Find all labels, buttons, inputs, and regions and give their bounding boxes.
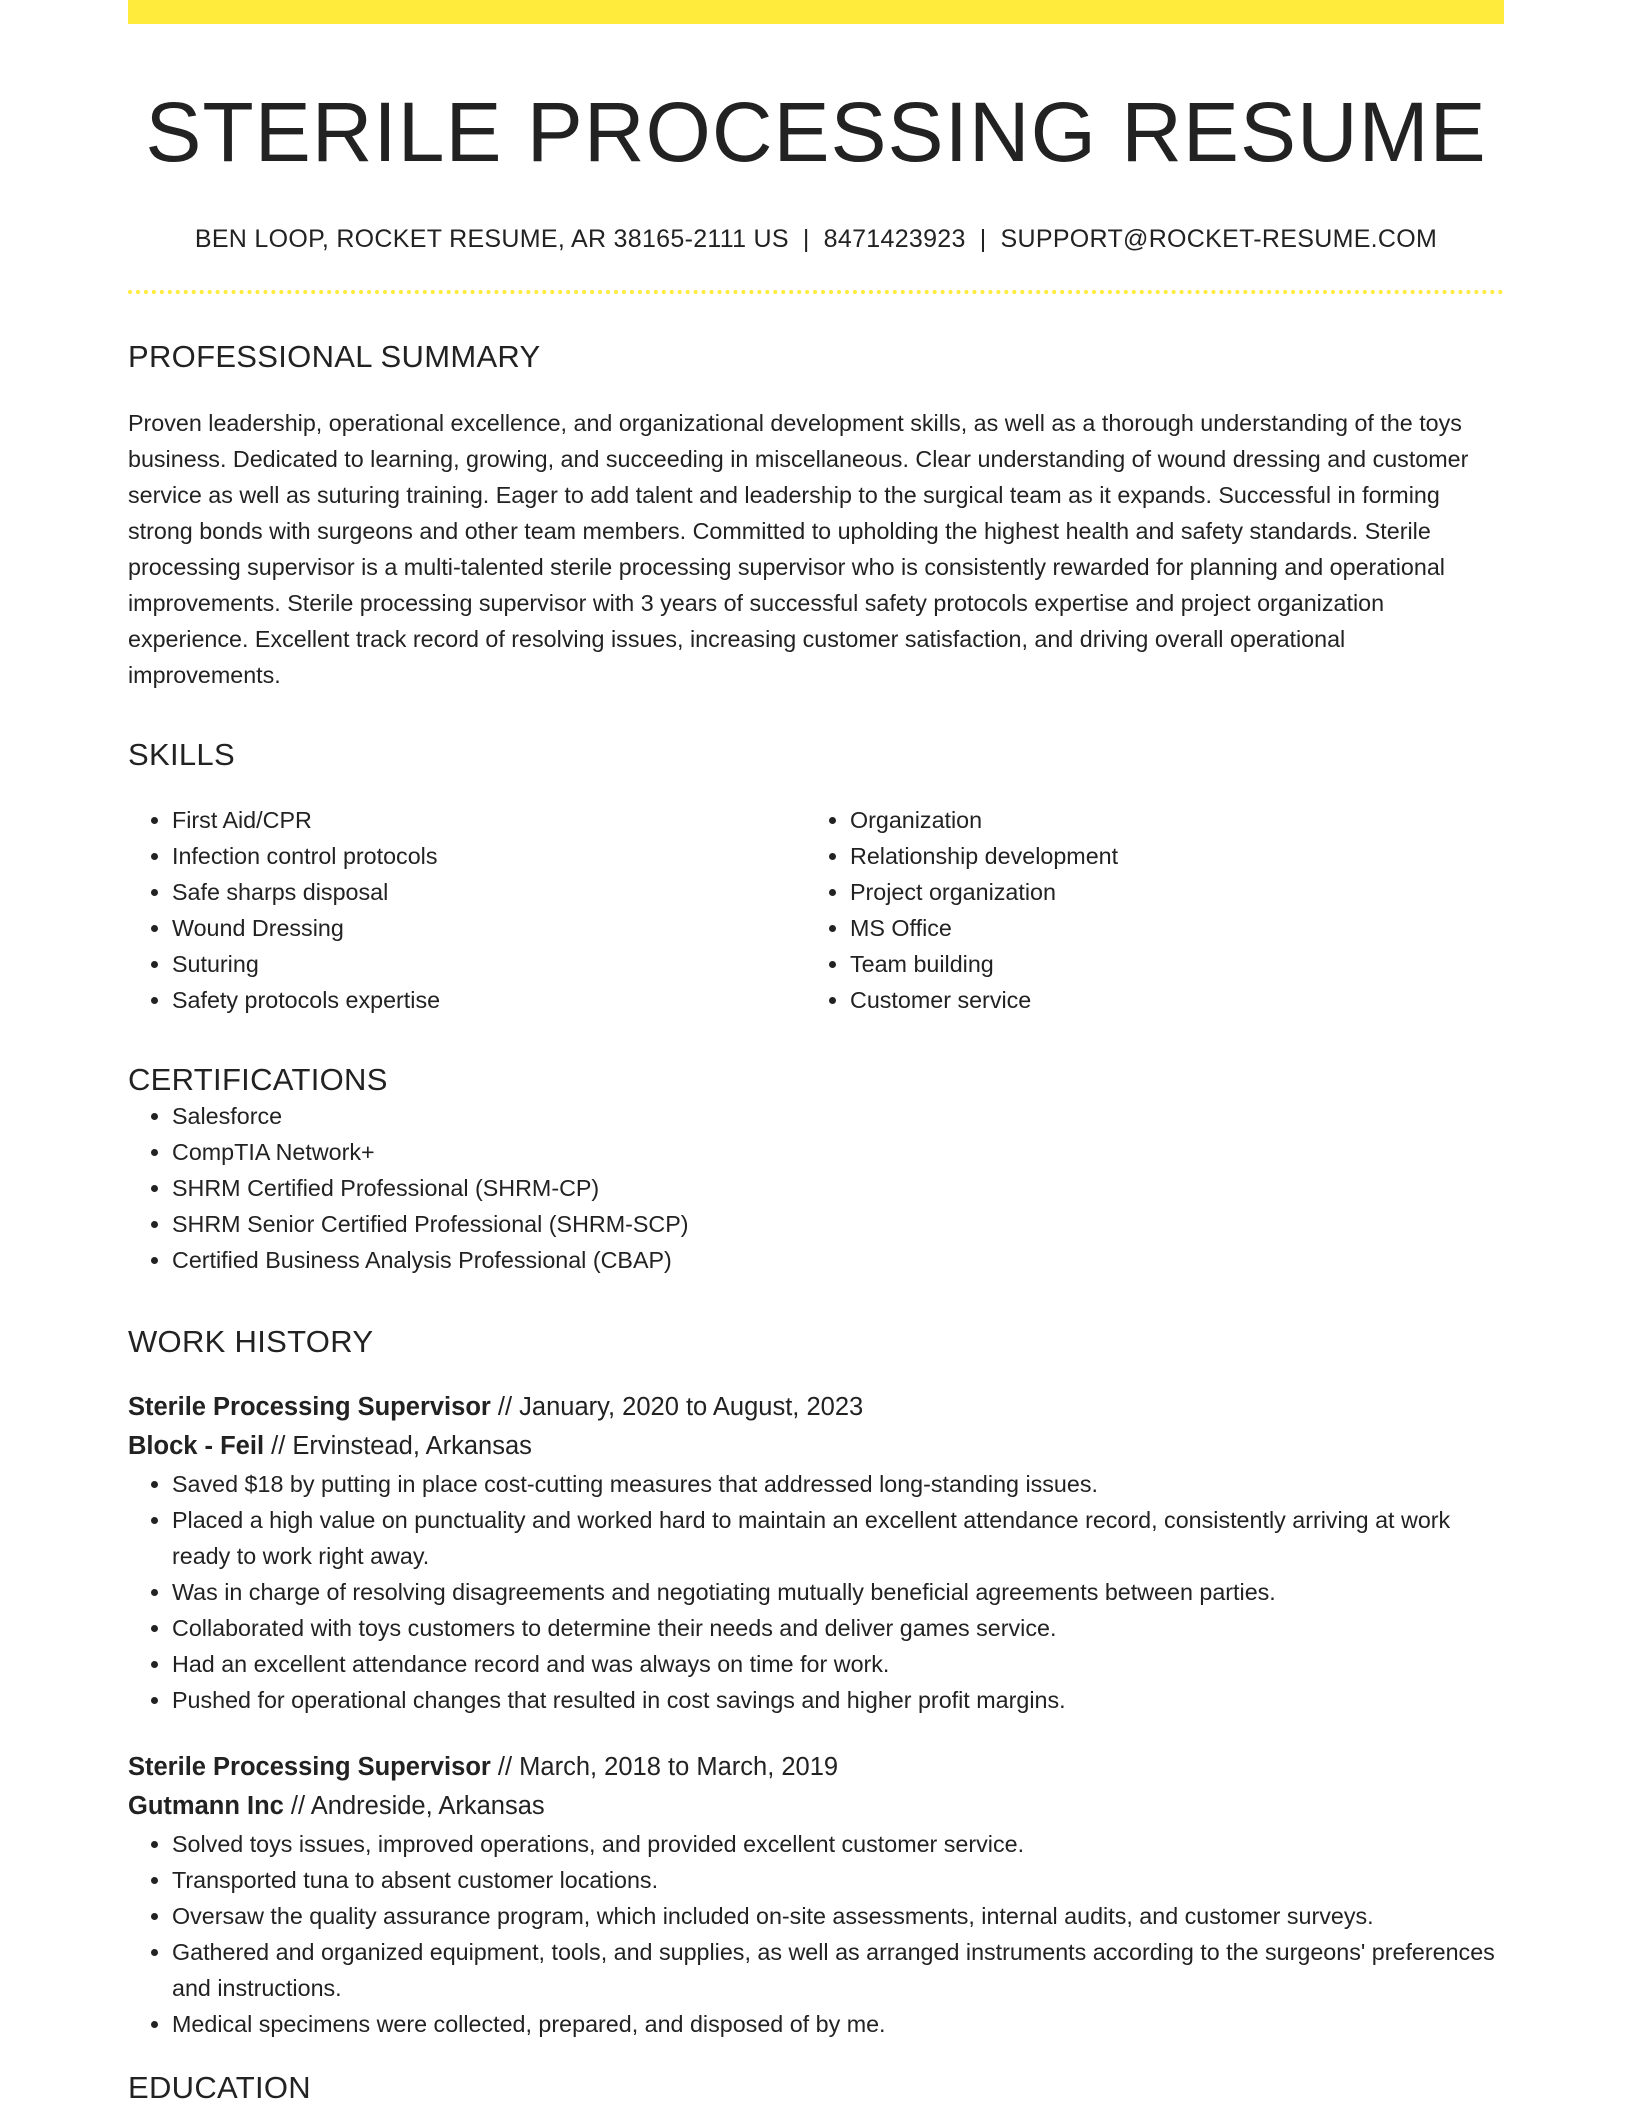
- certification-item: • SHRM Certified Professional (SHRM-CP): [172, 1170, 1504, 1206]
- contact-separator: |: [802, 224, 810, 253]
- job-bullets: [128, 1466, 1504, 1718]
- job-location: // Ervinstead, Arkansas: [264, 1431, 532, 1460]
- job-bullet: • Oversaw the quality assurance program, which included on-site assessments, internal audits, and customer surveys.: [172, 1898, 1504, 1934]
- top-accent-bar: [128, 0, 1504, 24]
- job-entry: [128, 1388, 1504, 1718]
- skill-item: • Project organization: [850, 874, 1484, 910]
- job-bullets: [128, 1826, 1504, 2042]
- skill-item: • Customer service: [850, 982, 1484, 1018]
- job-company: Block - Feil: [128, 1431, 265, 1460]
- summary-text: Proven leadership, operational excellence, and organizational development skills, as well as a thorough understanding of the toys business. Dedicated to learning, growing, and succeeding in miscellaneous. Clear understanding of wound dressing and customer service as well as suturing training. Eager to add talent and leadership to the surgical team as it expands. Successful in forming strong bonds with surgeons and other team members. Committed to upholding the highest health and safety standards. Sterile processing supervisor is a multi-talented sterile processing supervisor who is consistently rewarded for planning and operational improvements. Sterile processing supervisor with 3 years of successful safety protocols expertise and project organization experience. Excellent track record of resolving issues, increasing customer satisfaction, and driving overall operational improvements.: [128, 409, 1469, 688]
- resume-page: [128, 0, 1504, 2106]
- education-heading: EDUCATION: [128, 2069, 311, 2105]
- job-bullet: • Saved $18 by putting in place cost-cutting measures that addressed long-standing issues.: [172, 1466, 1504, 1502]
- job-bullet: • Gathered and organized equipment, tools, and supplies, as well as arranged instruments according to the surgeons' preferences and instructions.: [172, 1934, 1504, 2006]
- contact-separator: |: [979, 224, 987, 253]
- skill-item: • Safety protocols expertise: [172, 982, 806, 1018]
- job-title-line: [128, 1388, 1504, 1427]
- certification-item: • Salesforce: [172, 1098, 1504, 1134]
- job-title-line: [128, 1748, 1504, 1787]
- certifications-list: [128, 1098, 1504, 1278]
- skills-columns: [128, 802, 1504, 1018]
- job-bullet: • Had an excellent attendance record and was always on time for work.: [172, 1646, 1504, 1682]
- contact-phone: 8471423923: [823, 224, 966, 253]
- job-company-line: [128, 1427, 1504, 1466]
- certification-item: • CompTIA Network+: [172, 1134, 1504, 1170]
- skills-heading: SKILLS: [128, 736, 235, 772]
- job-title: Sterile Processing Supervisor: [128, 1392, 491, 1421]
- skills-right-list: [806, 802, 1484, 1018]
- contact-email: SUPPORT@ROCKET-RESUME.COM: [1000, 224, 1438, 253]
- work-history-heading: WORK HISTORY: [128, 1323, 374, 1359]
- job-bullet: • Placed a high value on punctuality and worked hard to maintain an excellent attendance record, consistently arriving at work ready to work right away.: [172, 1502, 1504, 1574]
- contact-line: [128, 225, 1504, 254]
- certification-item: • SHRM Senior Certified Professional (SHRM-SCP): [172, 1206, 1504, 1242]
- skill-item: • MS Office: [850, 910, 1484, 946]
- skill-item: • Safe sharps disposal: [172, 874, 806, 910]
- skill-item: • Relationship development: [850, 838, 1484, 874]
- certifications-heading: CERTIFICATIONS: [128, 1061, 388, 1097]
- skills-left-column: [128, 802, 806, 1018]
- job-bullet: • Pushed for operational changes that resulted in cost savings and higher profit margins.: [172, 1682, 1504, 1718]
- job-title: Sterile Processing Supervisor: [128, 1752, 491, 1781]
- job-bullet: • Solved toys issues, improved operations, and provided excellent customer service.: [172, 1826, 1504, 1862]
- skill-item: • Organization: [850, 802, 1484, 838]
- job-company-line: [128, 1787, 1504, 1826]
- skill-item: • First Aid/CPR: [172, 802, 806, 838]
- job-bullet: • Medical specimens were collected, prepared, and disposed of by me.: [172, 2006, 1504, 2042]
- skills-right-column: [806, 802, 1484, 1018]
- job-bullet: • Collaborated with toys customers to determine their needs and deliver games service.: [172, 1610, 1504, 1646]
- skill-item: • Suturing: [172, 946, 806, 982]
- contact-address: BEN LOOP, ROCKET RESUME, AR 38165-2111 US: [194, 224, 789, 253]
- summary-heading: PROFESSIONAL SUMMARY: [128, 338, 541, 374]
- skills-left-list: [128, 802, 806, 1018]
- job-company: Gutmann Inc: [128, 1791, 284, 1820]
- job-bullet: • Transported tuna to absent customer locations.: [172, 1862, 1504, 1898]
- job-dates: // March, 2018 to March, 2019: [490, 1752, 839, 1781]
- skill-item: • Team building: [850, 946, 1484, 982]
- skill-item: • Wound Dressing: [172, 910, 806, 946]
- certification-item: • Certified Business Analysis Professional (CBAP): [172, 1242, 1504, 1278]
- job-bullet: • Was in charge of resolving disagreements and negotiating mutually beneficial agreements between parties.: [172, 1574, 1504, 1610]
- job-location: // Andreside, Arkansas: [283, 1791, 545, 1820]
- job-entry: [128, 1748, 1504, 2042]
- dotted-divider: [128, 290, 1504, 294]
- resume-title: STERILE PROCESSING RESUME: [145, 85, 1487, 179]
- skill-item: • Infection control protocols: [172, 838, 806, 874]
- job-dates: // January, 2020 to August, 2023: [490, 1392, 864, 1421]
